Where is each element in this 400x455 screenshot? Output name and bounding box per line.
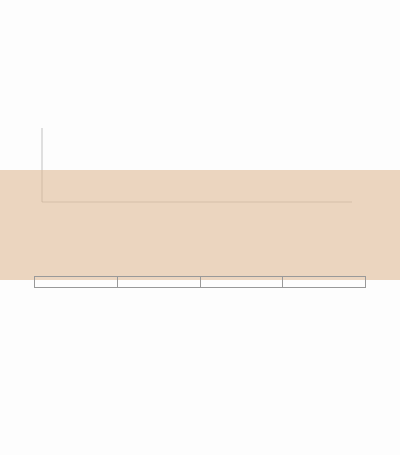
- table-header: [35, 277, 118, 288]
- table-header: [283, 277, 366, 288]
- table-header-row: [35, 277, 366, 288]
- outbreak-table: [34, 276, 366, 288]
- banner-overlay: [0, 170, 400, 280]
- table-header: [200, 277, 283, 288]
- table-header: [117, 277, 200, 288]
